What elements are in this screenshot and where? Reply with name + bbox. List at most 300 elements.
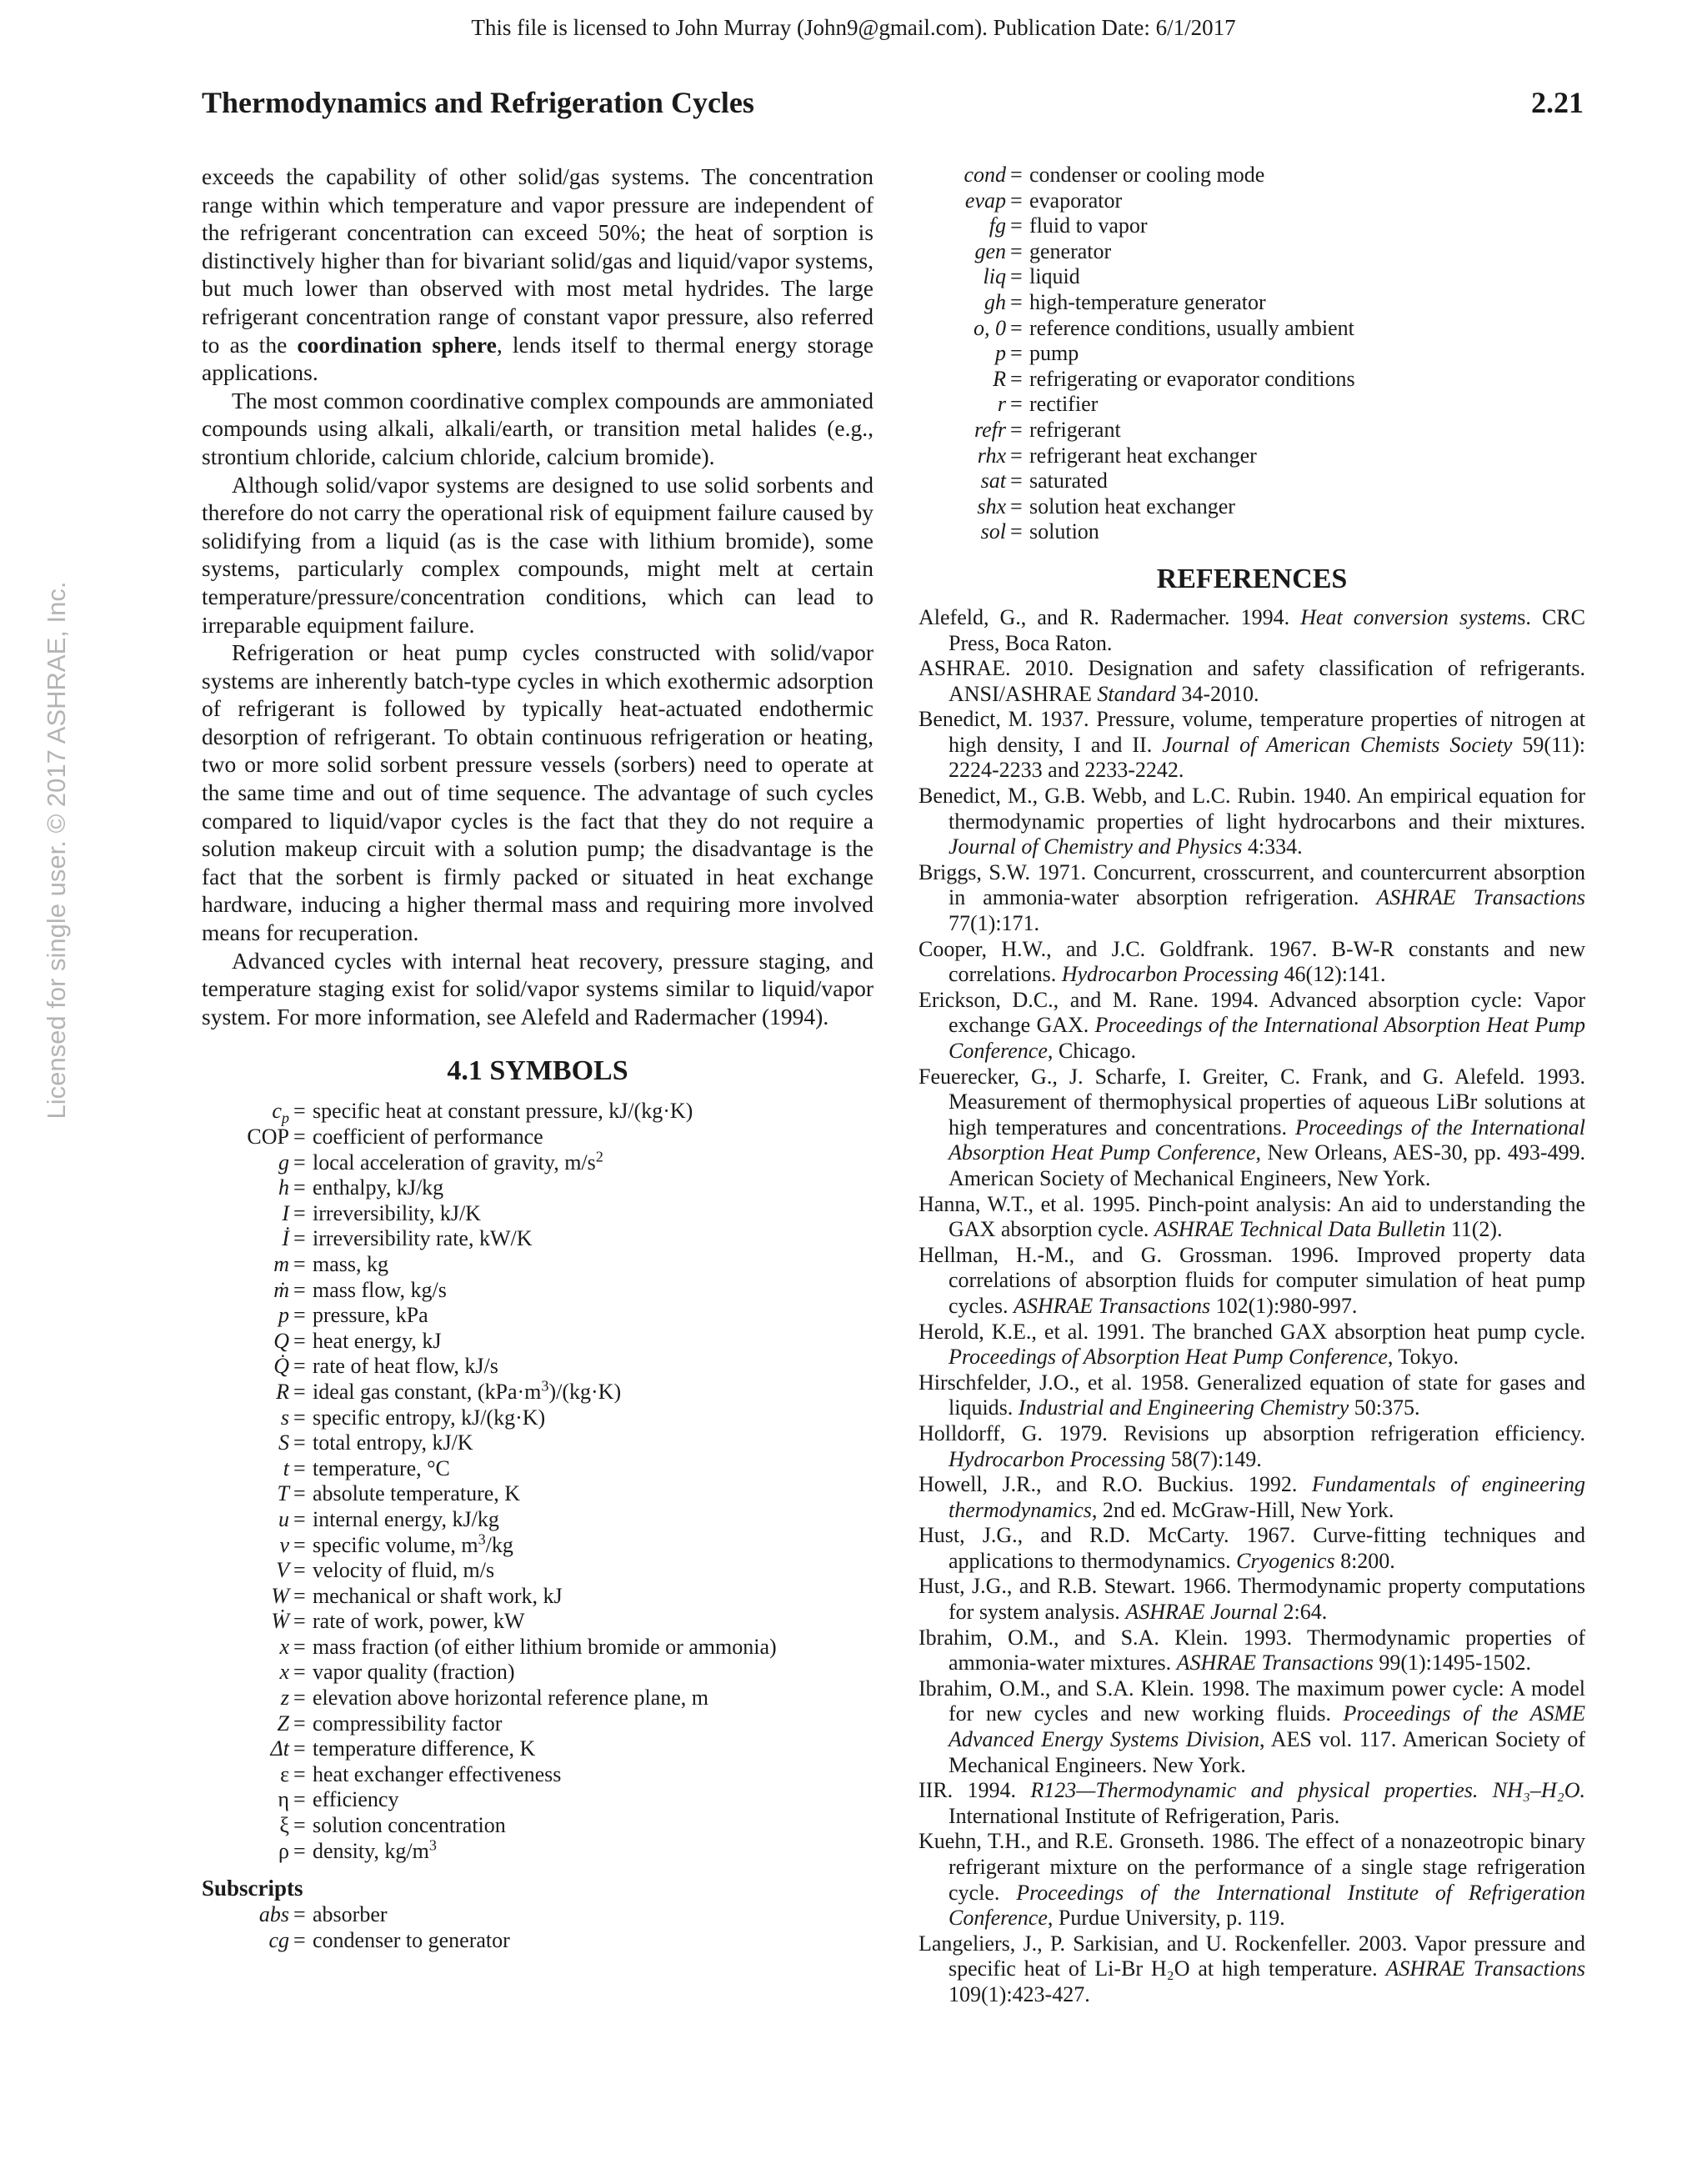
- equals-sign: =: [293, 1226, 306, 1251]
- definition-text: local acceleration of gravity, m/s: [313, 1150, 596, 1175]
- symbol-definition: [313, 1226, 533, 1252]
- symbol-definition: [313, 1278, 447, 1304]
- symbol-definition: [313, 1405, 545, 1431]
- reference-text: Benedict, M., G.B. Webb, and L.C. Rubin. 1940. An empirical equation for thermodynamic properties of light hydrocarbons and their mixtures.: [919, 784, 1585, 834]
- reference-text: , AES vol. 117. American Society of Mechanical Engineers. New York.: [949, 1727, 1586, 1777]
- reference-title: Cryogenics: [1236, 1548, 1335, 1573]
- symbol-definition: [313, 1125, 543, 1150]
- symbol-definition: [313, 1660, 515, 1686]
- reference-entry: [919, 1472, 1585, 1523]
- symbol-definition: [313, 1584, 563, 1610]
- equals-sign: =: [293, 1711, 306, 1736]
- symbol-row: [202, 1303, 874, 1329]
- definition-text: /kg: [485, 1532, 513, 1557]
- reference-text: ASHRAE. 2010. Designation and safety classification of refrigerants. ANSI/ASHRAE: [919, 656, 1585, 706]
- symbol: [998, 392, 1006, 418]
- symbol-text: fg: [989, 213, 1006, 238]
- equals-sign: =: [293, 1430, 306, 1455]
- reference-text: 4:334.: [1242, 834, 1303, 859]
- symbol-row: [202, 1354, 874, 1380]
- equals-sign: =: [293, 1379, 306, 1404]
- definition-text: mass fraction (of either lithium bromide or ammonia): [313, 1634, 777, 1659]
- symbol: [977, 494, 1006, 520]
- symbol-definition: [1029, 468, 1108, 494]
- symbol-text: z: [280, 1686, 289, 1711]
- equals-sign: =: [1010, 163, 1023, 187]
- symbol: [271, 1736, 289, 1762]
- symbol-row: [202, 1456, 874, 1482]
- symbol-definition: [313, 1252, 388, 1278]
- equals-sign: =: [1010, 392, 1023, 417]
- symbol-text: gen: [974, 238, 1006, 263]
- equals-sign: =: [293, 1125, 306, 1149]
- symbol-row: [202, 1278, 874, 1304]
- symbol-row: [202, 1558, 874, 1584]
- definition-text: heat exchanger effectiveness: [313, 1761, 562, 1786]
- definition-text: vapor quality (fraction): [313, 1660, 515, 1685]
- definition-text: enthalpy, kJ/kg: [313, 1175, 444, 1200]
- symbol-row: [202, 1147, 874, 1176]
- symbol-definition: [313, 1558, 494, 1584]
- definition-text: refrigerant: [1029, 417, 1121, 442]
- equals-sign: =: [293, 1405, 306, 1430]
- definition-text: reference conditions, usually ambient: [1029, 315, 1354, 340]
- reference-entry: [919, 1523, 1585, 1574]
- equals-sign: =: [1010, 238, 1023, 263]
- symbol-row: [202, 1635, 874, 1661]
- reference-text: Ibrahim, O.M., and S.A. Klein. 1993. Thermodynamic properties of ammonia-water mixtures.: [919, 1625, 1585, 1676]
- reference-title: Heat conversion system: [1300, 604, 1518, 629]
- symbol-row: [202, 1226, 874, 1252]
- reference-text: 58(7):149.: [1165, 1446, 1262, 1471]
- symbol: [278, 1150, 289, 1176]
- reference-text: 8:200.: [1334, 1548, 1395, 1573]
- definition-text: pump: [1029, 341, 1079, 366]
- equals-sign: =: [293, 1303, 306, 1328]
- symbol-text: liq: [983, 264, 1006, 289]
- reference-title: Proceedings of the ASME Advanced Energy Systems Division: [949, 1701, 1586, 1752]
- reference-title: Hydrocarbon Processing: [949, 1446, 1166, 1471]
- symbol-row: [202, 1481, 874, 1507]
- symbol-text: x: [279, 1634, 289, 1659]
- definition-text: refrigerant heat exchanger: [1029, 443, 1257, 468]
- definition-text: temperature difference, K: [313, 1736, 536, 1761]
- symbol-definition: [1029, 443, 1257, 469]
- reference-text: Benedict, M. 1937. Pressure, volume, temperature properties of nitrogen at high density, I and II.: [919, 707, 1585, 757]
- equals-sign: =: [293, 1787, 306, 1812]
- symbol-row: [919, 188, 1585, 214]
- symbol-definition: [313, 1456, 450, 1482]
- symbol-text: ξ: [279, 1813, 289, 1838]
- symbol-row: [202, 1175, 874, 1201]
- symbols-heading: 4.1 SYMBOLS: [447, 1055, 628, 1087]
- definition-superscript: 3: [428, 1836, 437, 1853]
- reference-text: 77(1):171.: [949, 911, 1040, 936]
- equals-sign: =: [293, 1099, 306, 1124]
- definition-text: condenser or cooling mode: [1029, 163, 1265, 187]
- reference-text: , Purdue University, p. 119.: [1047, 1906, 1285, 1931]
- reference-title: Journal of American Chemists Society: [1162, 732, 1513, 757]
- symbol: [993, 367, 1006, 393]
- equals-sign: =: [293, 1150, 306, 1175]
- symbol-definition: [1029, 264, 1080, 290]
- bold-term: coordination sphere: [297, 331, 497, 358]
- symbol-text: COP: [247, 1125, 289, 1149]
- symbol: [995, 341, 1006, 367]
- symbol: [280, 1762, 289, 1788]
- definition-text: specific volume, m: [313, 1532, 478, 1557]
- definition-text: solution heat exchanger: [1029, 493, 1235, 518]
- equals-sign: =: [293, 1902, 306, 1927]
- reference-entry: [919, 1829, 1585, 1931]
- symbol-row: [202, 1201, 874, 1227]
- equals-sign: =: [1010, 289, 1023, 314]
- symbol-row: [202, 1902, 874, 1928]
- symbol-row: [202, 1609, 874, 1635]
- symbol-row: [202, 1430, 874, 1456]
- equals-sign: =: [1010, 468, 1023, 493]
- definition-text: generator: [1029, 238, 1112, 263]
- reference-text: 2:64.: [1278, 1600, 1328, 1625]
- symbol-row: [919, 392, 1585, 418]
- equals-sign: =: [293, 1609, 306, 1634]
- reference-text: Cooper, H.W., and J.C. Goldfrank. 1967. B-W-R constants and new correlations.: [919, 936, 1585, 987]
- symbol-definition: [313, 1099, 693, 1125]
- symbol: [268, 1928, 289, 1954]
- symbol-text: Q: [273, 1328, 289, 1353]
- symbol: [271, 1609, 289, 1635]
- reference-entry: [919, 784, 1585, 860]
- symbol-text: m: [273, 1251, 289, 1276]
- definition-text: mechanical or shaft work, kJ: [313, 1583, 563, 1608]
- reference-entry: [919, 1625, 1585, 1676]
- symbol-text: Δt: [270, 1736, 289, 1761]
- symbol: [272, 1099, 289, 1125]
- symbol-text: h: [278, 1175, 289, 1200]
- equals-sign: =: [1010, 188, 1023, 213]
- paragraph: Refrigeration or heat pump cycles constructed with solid/vapor systems are inherently batch-type cycles in which exothermic adsorption of refrigerant is followed by typically heat-actuated endothermic desorption of refrigerant. To obtain continuous refrigeration or heating, two or more solid sorbent pressure vessels (sorbers) need to operate at the same time and out of time sequence. The advantage of such cycles compared to liquid/vapor cycles is the fact that they do not require a solution makeup circuit with a solution pump; the disadvantage is the fact that the sorbent is firmly packed or situated in heat exchange hardware, inducing a higher thermal mass and requiring more involved means for recuperation.: [202, 639, 874, 946]
- symbol: [281, 1405, 289, 1431]
- symbol-row: [919, 519, 1585, 545]
- reference-entry: [919, 1064, 1585, 1192]
- reference-entry: [919, 1243, 1585, 1320]
- symbol-row: [202, 1507, 874, 1533]
- symbol-definition: [1029, 418, 1121, 443]
- symbol-text: refr: [974, 417, 1006, 442]
- definition-text: )/(kg·K): [548, 1379, 622, 1404]
- reference-text: International Institute of Refrigeration, Paris.: [949, 1803, 1340, 1828]
- symbol-text: evap: [964, 188, 1006, 213]
- symbol-definition: [313, 1377, 622, 1405]
- symbol-definition: [1029, 494, 1235, 520]
- symbol-row: [202, 1099, 874, 1125]
- running-title: Thermodynamics and Refrigeration Cycles: [202, 86, 754, 119]
- equals-sign: =: [1010, 264, 1023, 289]
- reference-text: 59(11): 2224-2233 and 2233-2242.: [949, 732, 1586, 783]
- equals-sign: =: [293, 1277, 306, 1302]
- symbol-text: W: [271, 1583, 289, 1608]
- equals-sign: =: [293, 1481, 306, 1506]
- symbol-text: u: [278, 1506, 289, 1531]
- symbol-row: [202, 1377, 874, 1405]
- symbol: [974, 418, 1006, 443]
- symbol-text: ṁ: [273, 1277, 289, 1302]
- symbol-text: R: [276, 1379, 289, 1404]
- reference-entry: [919, 1192, 1585, 1243]
- symbol: [279, 1533, 289, 1559]
- symbol-text: ρ: [278, 1838, 289, 1863]
- reference-text: 109(1):423-427.: [949, 1981, 1090, 2006]
- reference-entry: [919, 1778, 1585, 1829]
- symbol: [964, 163, 1006, 188]
- left-column: [202, 163, 874, 1953]
- license-notice: This file is licensed to John Murray (John9@gmail.com). Publication Date: 6/1/2017: [471, 15, 1236, 40]
- reference-text: 46(12):141.: [1278, 962, 1386, 987]
- equals-sign: =: [293, 1634, 306, 1659]
- reference-title: ASHRAE Transactions: [1176, 1651, 1374, 1676]
- symbol: [278, 1303, 289, 1329]
- symbol-row: [919, 316, 1585, 342]
- symbol: [978, 443, 1006, 469]
- symbol: [278, 1430, 289, 1456]
- symbol: [282, 1226, 289, 1252]
- symbol-definition: [313, 1201, 481, 1227]
- reference-entry: [919, 1676, 1585, 1778]
- definition-text: mass flow, kg/s: [313, 1277, 447, 1302]
- symbol-definition: [313, 1354, 498, 1380]
- symbol-row: [919, 213, 1585, 239]
- definition-superscript: 3: [478, 1530, 486, 1547]
- symbol-row: [202, 1686, 874, 1711]
- definition-text: velocity of fluid, m/s: [313, 1558, 495, 1583]
- symbol-row: [919, 239, 1585, 265]
- definition-text: coefficient of performance: [313, 1125, 543, 1149]
- symbol-row: [202, 1736, 874, 1762]
- definition-text: compressibility factor: [313, 1711, 503, 1736]
- reference-text: Erickson, D.C., and M. Rane. 1994. Advanced absorption cycle: Vapor exchange GAX.: [919, 987, 1585, 1038]
- symbol: [279, 1635, 289, 1661]
- symbol-text: T: [277, 1481, 289, 1506]
- symbol: [283, 1456, 289, 1482]
- symbol-text: x: [279, 1660, 289, 1685]
- reference-entry: [919, 605, 1585, 656]
- reference-title: Hydrocarbon Processing: [1061, 962, 1279, 987]
- symbol-row: [202, 1928, 874, 1954]
- reference-text: , Tokyo.: [1387, 1345, 1459, 1370]
- equals-sign: =: [293, 1736, 306, 1761]
- definition-text: total entropy, kJ/K: [313, 1430, 473, 1455]
- symbol-definition: [313, 1813, 506, 1839]
- reference-title: ASHRAE Transactions: [1385, 1956, 1586, 1981]
- symbol-text: o, 0: [974, 315, 1006, 340]
- symbol: [974, 239, 1006, 265]
- reference-entry: [919, 1370, 1585, 1421]
- definition-text: elevation above horizontal reference plane, m: [313, 1686, 708, 1711]
- equals-sign: =: [293, 1200, 306, 1225]
- reference-text: Hanna, W.T., et al. 1995. Pinch-point analysis: An aid to understanding the GAX absorption cycle.: [919, 1191, 1585, 1242]
- symbol-definition: [313, 1762, 561, 1788]
- equals-sign: =: [293, 1328, 306, 1353]
- equals-sign: =: [293, 1583, 306, 1608]
- symbol: [279, 1813, 289, 1839]
- equals-sign: =: [1010, 315, 1023, 340]
- reference-text: , Chicago.: [1047, 1039, 1137, 1063]
- definition-text: high-temperature generator: [1029, 289, 1266, 314]
- equals-sign: =: [293, 1532, 306, 1557]
- definition-text: density, kg/m: [313, 1838, 429, 1863]
- definition-text: absolute temperature, K: [313, 1481, 521, 1506]
- symbol-text: t: [283, 1455, 289, 1480]
- definition-text: mass, kg: [313, 1251, 388, 1276]
- symbol-row: [919, 341, 1585, 367]
- reference-text: Herold, K.E., et al. 1991. The branched GAX absorption heat pump cycle.: [919, 1319, 1585, 1344]
- definition-text: pressure, kPa: [313, 1303, 428, 1328]
- symbol-row: [202, 1762, 874, 1788]
- symbol-definition: [1029, 341, 1079, 367]
- symbols-list: [202, 1099, 874, 1864]
- definition-text: specific heat at constant pressure, kJ/(kg·K): [313, 1099, 693, 1124]
- reference-text: IIR. 1994.: [919, 1778, 1031, 1803]
- reference-text: Langeliers, J., P. Sarkisian, and U. Rockenfeller. 2003. Vapor pressure and specific heat of Li-Br H₂O at high temperature.: [919, 1931, 1585, 1981]
- reference-text: s. CRC Press, Boca Raton.: [949, 604, 1585, 655]
- symbol-definition: [1029, 316, 1354, 342]
- symbol-text: Q̇: [273, 1354, 289, 1379]
- reference-title: Industrial and Engineering Chemistry: [1018, 1395, 1349, 1420]
- equals-sign: =: [293, 1927, 306, 1952]
- symbol-definition: [313, 1686, 708, 1711]
- reference-title: Journal of Chemistry and Physics: [949, 834, 1243, 859]
- symbol: [281, 1686, 289, 1711]
- definition-text: temperature, °C: [313, 1455, 450, 1480]
- symbol-text: η: [278, 1787, 289, 1812]
- reference-entry: [919, 860, 1585, 937]
- reference-title: Proceedings of the International Institute of Refrigeration Conference: [949, 1880, 1586, 1931]
- equals-sign: =: [293, 1813, 306, 1838]
- reference-text: Hust, J.G., and R.B. Stewart. 1966. Thermodynamic property computations for system analysis.: [919, 1574, 1585, 1625]
- right-column: [919, 163, 1585, 2008]
- symbol-definition: [1029, 367, 1355, 393]
- equals-sign: =: [293, 1660, 306, 1685]
- symbol-text: cond: [964, 163, 1006, 187]
- reference-text: 50:375.: [1349, 1395, 1420, 1420]
- symbol-row: [202, 1660, 874, 1686]
- reference-text: , 2nd ed. McGraw-Hill, New York.: [1091, 1497, 1394, 1522]
- reference-text: Howell, J.R., and R.O. Buckius. 1992.: [919, 1472, 1312, 1497]
- equals-sign: =: [293, 1558, 306, 1583]
- symbol: [981, 519, 1006, 545]
- symbol-text: v: [279, 1532, 289, 1557]
- symbol: [278, 1481, 289, 1507]
- symbol: [981, 468, 1006, 494]
- definition-text: liquid: [1029, 264, 1080, 289]
- symbol-text: sat: [980, 468, 1006, 493]
- symbol-row: [919, 443, 1585, 469]
- symbol-definition: [313, 1481, 520, 1507]
- reference-title: R123—Thermodynamic and physical properties. NH₃–H₂O.: [1030, 1778, 1585, 1803]
- symbol-definition: [1029, 519, 1099, 545]
- symbol-definition: [313, 1303, 428, 1329]
- symbol-row: [202, 1711, 874, 1737]
- equals-sign: =: [1010, 417, 1023, 442]
- paragraph: The most common coordinative complex compounds are ammoniated compounds using alkali, alkali/earth, or transition metal halides (e.g., strontium chloride, calcium chloride, calcium bromide).: [202, 387, 874, 469]
- equals-sign: =: [1010, 443, 1023, 468]
- symbol-definition: [1029, 239, 1111, 265]
- equals-sign: =: [1010, 519, 1023, 544]
- reference-text: Hellman, H.-M., and G. Grossman. 1996. Improved property data correlations of absorption fluids for computer simulation of heat pump cycles.: [919, 1242, 1585, 1318]
- equals-sign: =: [293, 1686, 306, 1711]
- symbol-definition: [313, 1175, 443, 1201]
- reference-title: Proceedings of the International Absorption Heat Pump Conference: [949, 1013, 1585, 1063]
- symbol: [965, 188, 1006, 214]
- definition-text: internal energy, kJ/kg: [313, 1506, 499, 1531]
- reference-title: Fundamentals of engineering thermodynamics: [949, 1472, 1585, 1522]
- definition-text: absorber: [313, 1902, 388, 1927]
- reference-text: Hust, J.G., and R.D. McCarty. 1967. Curve-fitting techniques and applications to thermodynamics.: [919, 1523, 1585, 1573]
- symbol: [271, 1584, 289, 1610]
- definition-text: refrigerating or evaporator conditions: [1029, 366, 1355, 391]
- symbol-definition: [313, 1928, 510, 1954]
- reference-entry: [919, 988, 1585, 1064]
- reference-text: Holldorff, G. 1979. Revisions up absorption refrigeration efficiency.: [919, 1420, 1585, 1445]
- symbol: [273, 1329, 289, 1355]
- symbol-text: shx: [977, 493, 1006, 518]
- reference-text: Briggs, S.W. 1971. Concurrent, crosscurrent, and countercurrent absorption in ammonia-water absorption refrigeration.: [919, 859, 1585, 910]
- reference-text: 11(2).: [1445, 1217, 1503, 1242]
- symbol: [276, 1380, 289, 1405]
- reference-entry: [919, 1574, 1585, 1625]
- equals-sign: =: [293, 1455, 306, 1480]
- symbol-subscript: p: [281, 1110, 289, 1127]
- symbol: [273, 1252, 289, 1278]
- symbol-row: [202, 1329, 874, 1355]
- symbol-definition: [313, 1147, 603, 1176]
- symbol-row: [202, 1584, 874, 1610]
- reference-entry: [919, 1320, 1585, 1370]
- equals-sign: =: [293, 1838, 306, 1863]
- symbol-definition: [1029, 163, 1264, 188]
- symbol-definition: [313, 1902, 388, 1928]
- reference-entry: [919, 656, 1585, 707]
- symbol-text: gh: [984, 289, 1006, 314]
- symbol: [273, 1354, 289, 1380]
- symbol-definition: [313, 1711, 502, 1737]
- reference-text: Hirschfelder, J.O., et al. 1958. Generalized equation of state for gases and liquids.: [919, 1370, 1585, 1420]
- definition-text: rate of work, power, kW: [313, 1609, 525, 1634]
- references-heading: REFERENCES: [1156, 563, 1348, 594]
- definition-text: irreversibility, kJ/K: [313, 1200, 481, 1225]
- symbol-definition: [313, 1635, 777, 1661]
- symbol: [273, 1278, 289, 1304]
- symbol: [989, 213, 1006, 239]
- reference-text: Kuehn, T.H., and R.E. Gronseth. 1986. The effect of a nonazeotropic binary refrigerant mixture on the performance of a single stage refrigeration cycle.: [919, 1829, 1585, 1905]
- reference-entry: [919, 1931, 1585, 2008]
- definition-text: saturated: [1029, 468, 1108, 493]
- symbol-text: R: [993, 366, 1006, 391]
- symbol-row: [202, 1530, 874, 1559]
- symbol-row: [202, 1787, 874, 1813]
- definition-text: rectifier: [1029, 392, 1099, 417]
- definition-text: rate of heat flow, kJ/s: [313, 1354, 498, 1379]
- reference-title: ASHRAE Transactions: [1013, 1293, 1211, 1318]
- symbol-text: g: [278, 1150, 289, 1175]
- symbol-text: r: [997, 392, 1006, 417]
- reference-title: ASHRAE Journal: [1125, 1600, 1278, 1625]
- symbol-definition: [313, 1787, 398, 1813]
- equals-sign: =: [293, 1506, 306, 1531]
- symbol-text: c: [272, 1099, 282, 1124]
- symbol-definition: [1029, 213, 1148, 239]
- symbol: [984, 290, 1006, 316]
